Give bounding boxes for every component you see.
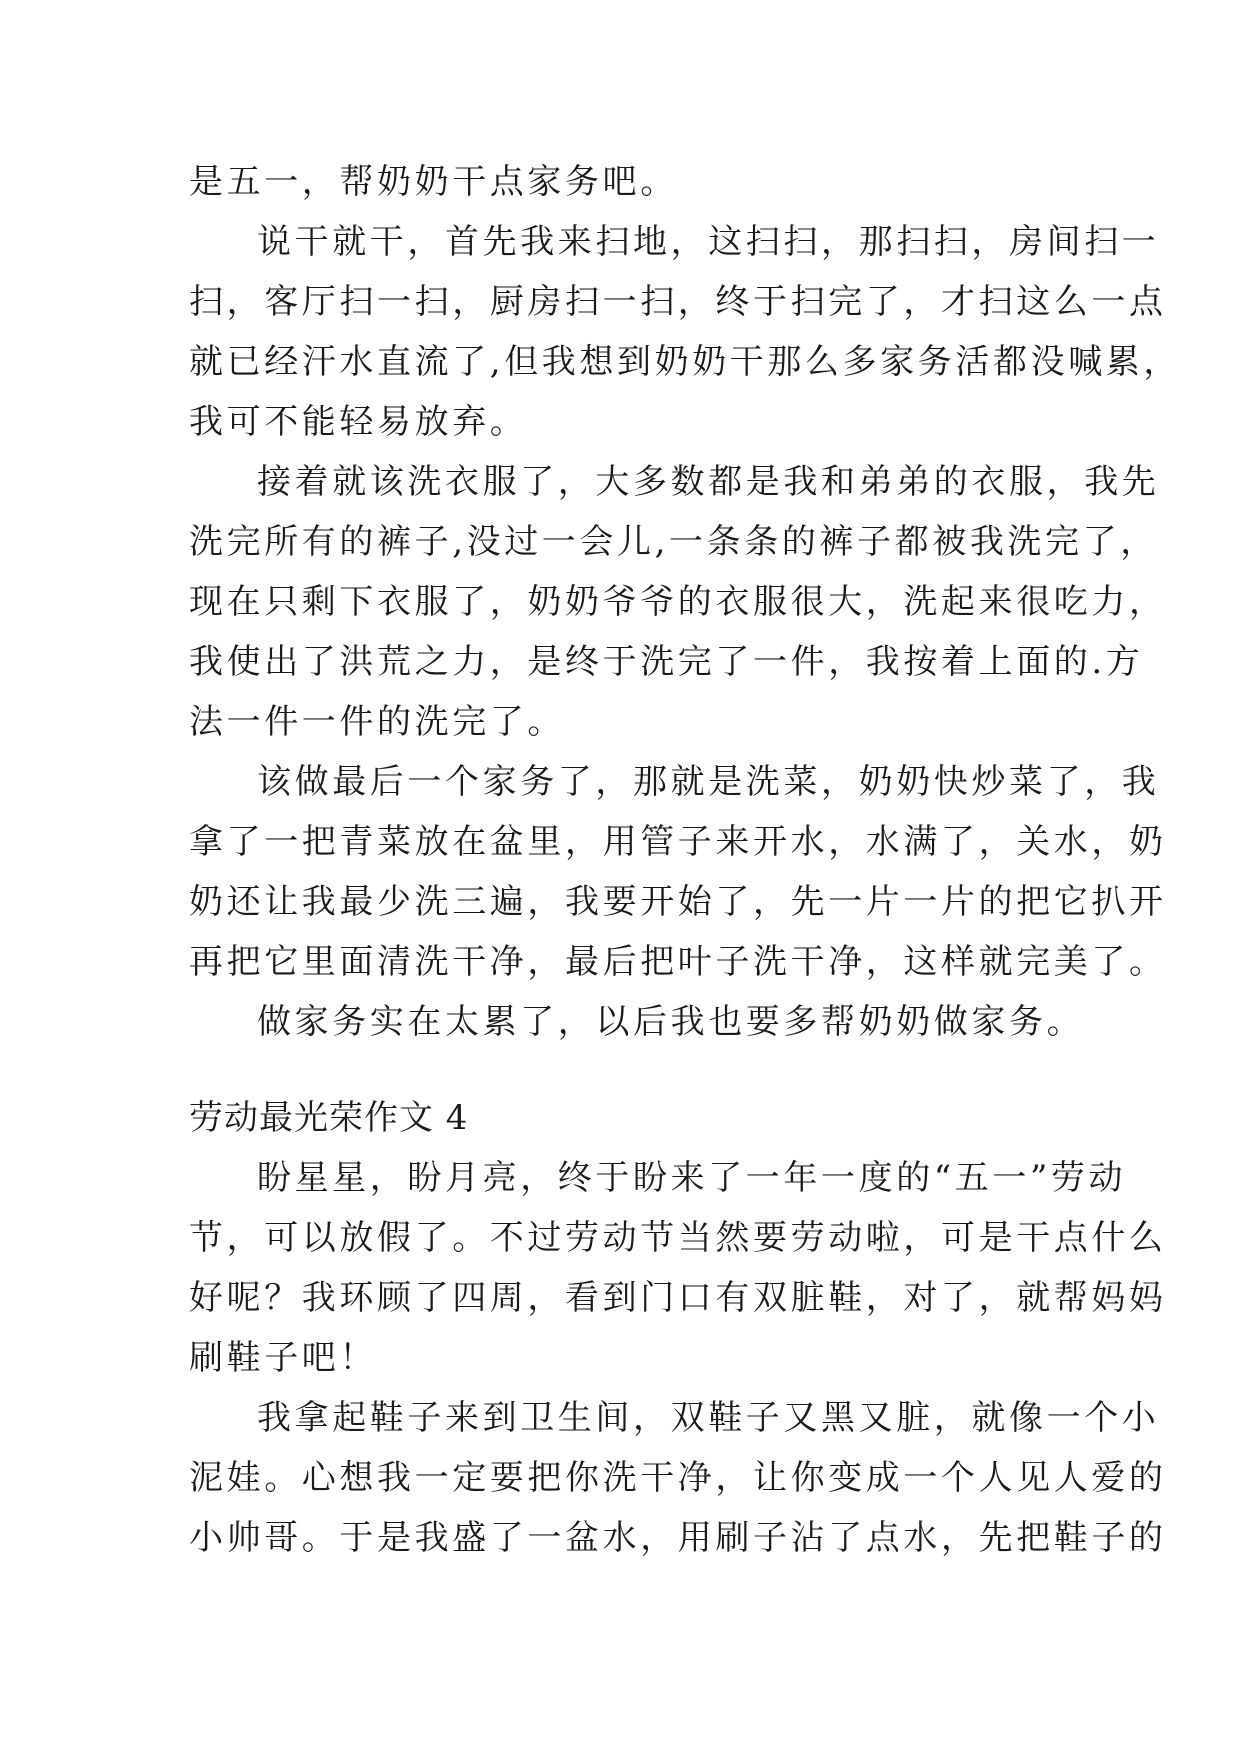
text-line: 泥娃。心想我一定要把你洗干净，让你变成一个人见人爱的 bbox=[189, 1458, 1167, 1498]
text-line: 洗完所有的裤子,没过一会儿,一条条的裤子都被我洗完了， bbox=[189, 522, 1158, 562]
text-line: 就已经汗水直流了,但我想到奶奶干那么多家务活都没喊累， bbox=[189, 342, 1182, 382]
text-line: 扫，客厅扫一扫，厨房扫一扫，终于扫完了，才扫这么一点 bbox=[189, 282, 1167, 322]
text-line: 接着就该洗衣服了，大多数都是我和弟弟的衣服，我先 bbox=[257, 462, 1160, 502]
text-line: 现在只剩下衣服了，奶奶爷爷的衣服很大，洗起来很吃力， bbox=[189, 582, 1167, 622]
text-line: 我可不能轻易放弃。 bbox=[189, 402, 528, 442]
text-line: 是五一，帮奶奶干点家务吧。 bbox=[189, 162, 678, 202]
text-line: 节，可以放假了。不过劳动节当然要劳动啦，可是干点什么 bbox=[189, 1218, 1167, 1258]
text-line: 再把它里面清洗干净，最后把叶子洗干净，这样就完美了。 bbox=[189, 942, 1167, 982]
text-line: 我使出了洪荒之力，是终于洗完了一件，我按着上面的.方 bbox=[189, 642, 1144, 682]
text-line: 拿了一把青菜放在盆里，用管子来开水，水满了，关水，奶 bbox=[189, 822, 1167, 862]
text-line: 刷鞋子吧！ bbox=[189, 1338, 377, 1378]
text-line: 我拿起鞋子来到卫生间，双鞋子又黑又脏，就像一个小 bbox=[257, 1398, 1160, 1438]
text-line: 法一件一件的洗完了。 bbox=[189, 702, 565, 742]
text-line: 说干就干，首先我来扫地，这扫扫，那扫扫，房间扫一 bbox=[257, 222, 1160, 262]
text-line: 好呢？我环顾了四周，看到门口有双脏鞋，对了，就帮妈妈 bbox=[189, 1278, 1167, 1318]
text-line: 奶还让我最少洗三遍，我要开始了，先一片一片的把它扒开 bbox=[189, 882, 1167, 922]
text-line: 小帅哥。于是我盛了一盆水，用刷子沾了点水，先把鞋子的 bbox=[189, 1518, 1167, 1558]
text-line: 该做最后一个家务了，那就是洗菜，奶奶快炒菜了，我 bbox=[257, 762, 1160, 802]
section-title: 劳动最光荣作文 4 bbox=[189, 1098, 469, 1138]
text-line: 做家务实在太累了，以后我也要多帮奶奶做家务。 bbox=[257, 1002, 1085, 1042]
text-line: 盼星星，盼月亮，终于盼来了一年一度的“五一”劳动 bbox=[257, 1158, 1127, 1198]
